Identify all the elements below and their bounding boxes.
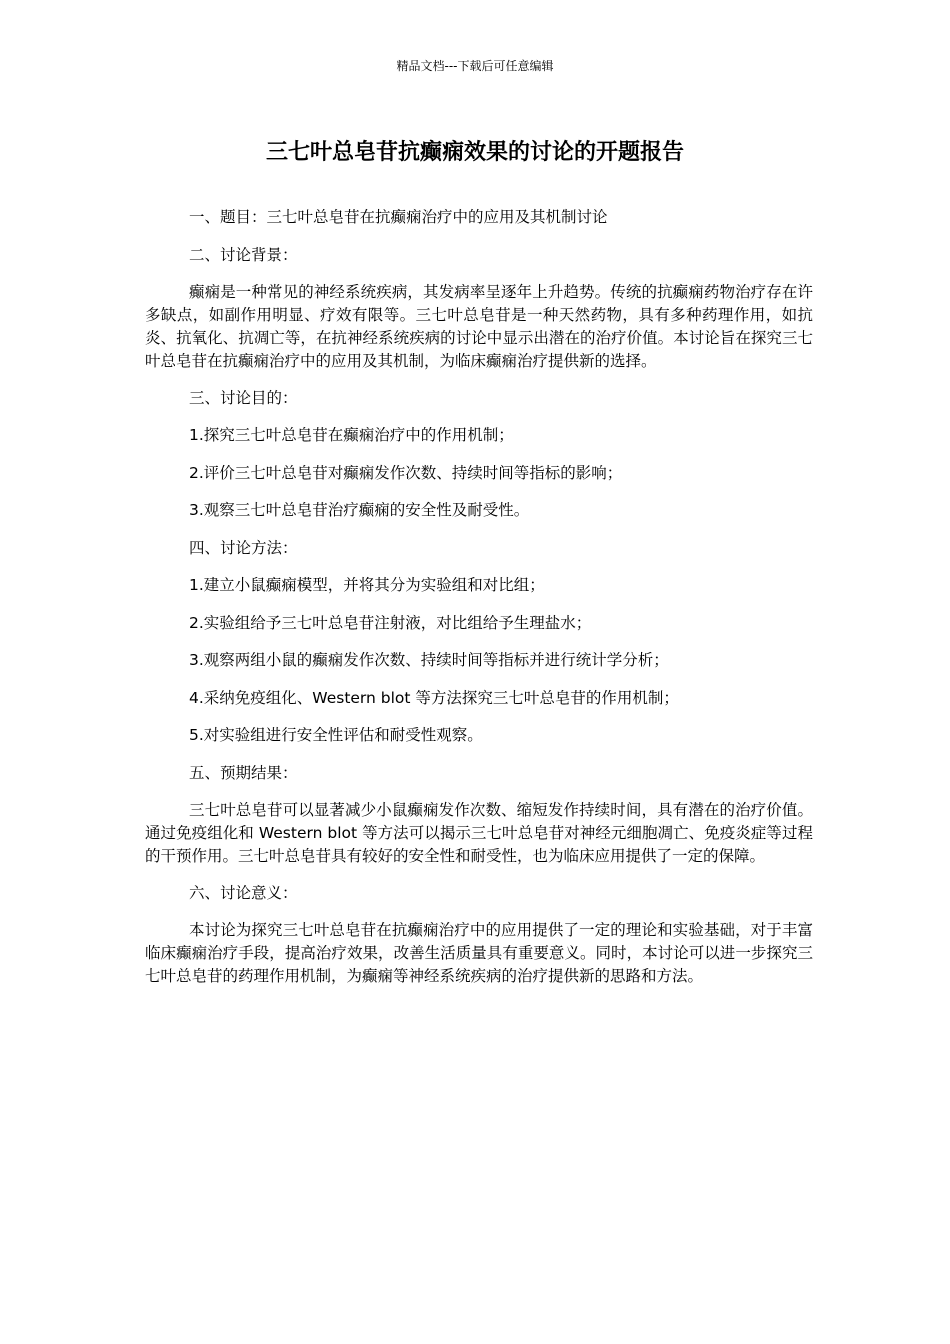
objective-item: 3.观察三七叶总皂苷治疗癫痫的安全性及耐受性。 — [189, 501, 530, 519]
background-heading: 二、讨论背景： — [189, 245, 298, 264]
method-item: 5.对实验组进行安全性评估和耐受性观察。 — [189, 726, 483, 744]
methods-heading: 四、讨论方法： — [189, 538, 298, 557]
objective-item: 2.评价三七叶总皂苷对癫痫发作次数、持续时间等指标的影响； — [189, 463, 623, 482]
document-title: 三七叶总皂苷抗癫痫效果的讨论的开题报告 — [265, 140, 684, 165]
significance-paragraph: 本讨论为探究三七叶总皂苷在抗癫痫治疗中的应用提供了一定的理论和实验基础，对于丰富临床癫痫治疗手段，提高治疗效果，改善生活质量具有重要意义。同时，本讨论可以进一步探究三七叶总皂苷的药理作用机制，为癫痫等神经系统疾病的治疗提供新的思路和方法。 — [145, 921, 813, 985]
results-paragraph: 三七叶总皂苷可以显著减少小鼠癫痫发作次数、缩短发作持续时间，具有潜在的治疗价值。通过免疫组化和 Western blot 等方法可以揭示三七叶总皂苷对神经元细胞凋亡、免疫炎症等过程的干预作用。三七叶总皂苷具有较好的安全性和耐受性，也为临床应用提供了一定的保障。 — [145, 801, 813, 865]
results-heading: 五、预期结果： — [189, 763, 298, 782]
method-item: 3.观察两组小鼠的癫痫发作次数、持续时间等指标并进行统计学分析； — [189, 651, 669, 669]
topic-line: 一、题目：三七叶总皂苷在抗癫痫治疗中的应用及其机制讨论 — [189, 208, 608, 226]
objectives-heading: 三、讨论目的： — [189, 388, 298, 407]
header-note: 精品文档---下载后可任意编辑 — [396, 59, 554, 73]
method-item: 2.实验组给予三七叶总皂苷注射液，对比组给予生理盐水； — [189, 613, 592, 632]
method-item: 4.采纳免疫组化、Western blot 等方法探究三七叶总皂苷的作用机制； — [189, 688, 679, 707]
objective-item: 1.探究三七叶总皂苷在癫痫治疗中的作用机制； — [189, 426, 514, 444]
method-item: 1.建立小鼠癫痫模型，并将其分为实验组和对比组； — [189, 576, 545, 594]
significance-heading: 六、讨论意义： — [189, 883, 298, 902]
document-body — [145, 206, 813, 1002]
background-paragraph: 癫痫是一种常见的神经系统疾病，其发病率呈逐年上升趋势。传统的抗癫痫药物治疗存在许多缺点，如副作用明显、疗效有限等。三七叶总皂苷是一种天然药物，具有多种药理作用，如抗炎、抗氧化、抗凋亡等，在抗神经系统疾病的讨论中显示出潜在的治疗价值。本讨论旨在探究三七叶总皂苷在抗癫痫治疗中的应用及其机制，为临床癫痫治疗提供新的选择。 — [145, 283, 813, 370]
